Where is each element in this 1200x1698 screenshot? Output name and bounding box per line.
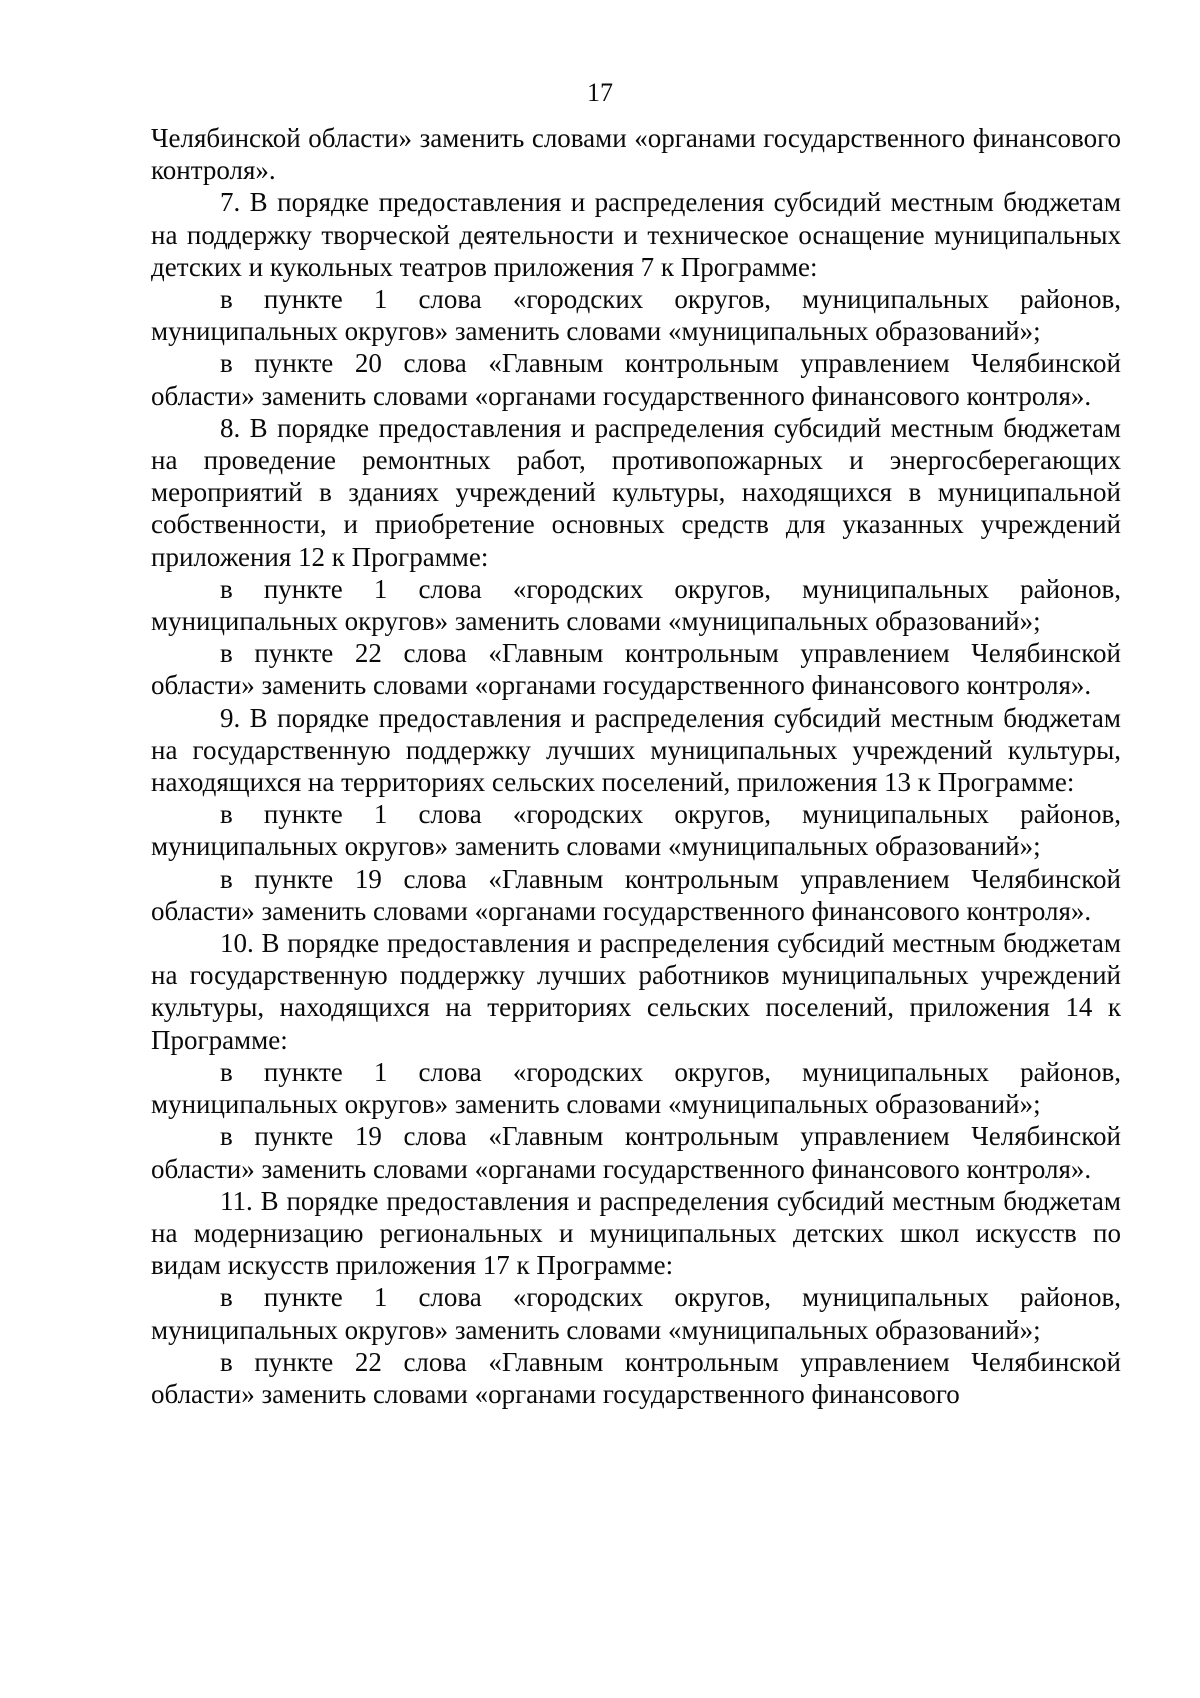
paragraph: в пункте 1 слова «городских округов, муниципальных районов, муниципальных округов» заменить словами «муниципальных образований»;	[151, 1282, 1121, 1345]
paragraph: в пункте 1 слова «городских округов, муниципальных районов, муниципальных округов» заменить словами «муниципальных образований»;	[151, 1056, 1121, 1120]
page-number: 17	[587, 78, 613, 107]
paragraph: 10. В порядке предоставления и распределения субсидий местным бюджетам на государственную поддержку лучших работников муниципальных учреждений культуры, находящихся на территориях сельских поселений, приложения 14 к Программе:	[151, 928, 1121, 1055]
paragraph: 8. В порядке предоставления и распределения субсидий местным бюджетам на проведение ремонтных работ, противопожарных и энергосберегающих мероприятий в зданиях учреждений культуры, находящихся в муниципальной собственности, и приобретение основных средств для указанных учреждений приложения 12 к Программе:	[151, 412, 1121, 572]
paragraph: Челябинской области» заменить словами «органами государственного финансового контроля».	[151, 123, 1121, 186]
paragraph: 9. В порядке предоставления и распределения субсидий местным бюджетам на государственную поддержку лучших муниципальных учреждений культуры, находящихся на территориях сельских поселений, приложения 13 к Программе:	[151, 702, 1121, 798]
paragraph: в пункте 20 слова «Главным контрольным управлением Челябинской области» заменить словами «органами государственного финансового контроля».	[151, 348, 1121, 411]
paragraph: 7. В порядке предоставления и распределения субсидий местным бюджетам на поддержку творческой деятельности и техническое оснащение муниципальных детских и кукольных театров приложения 7 к Программе:	[151, 187, 1121, 282]
paragraph: в пункте 19 слова «Главным контрольным управлением Челябинской области» заменить словами «органами государственного финансового контроля».	[151, 1121, 1121, 1184]
paragraph: в пункте 22 слова «Главным контрольным управлением Челябинской области» заменить словами «органами государственного финансового контроля».	[151, 638, 1121, 701]
paragraph: в пункте 19 слова «Главным контрольным управлением Челябинской области» заменить словами «органами государственного финансового контроля».	[151, 863, 1121, 926]
paragraph: 11. В порядке предоставления и распределения субсидий местным бюджетам на модернизацию региональных и муниципальных детских школ искусств по видам искусств приложения 17 к Программе:	[151, 1185, 1121, 1281]
paragraph: в пункте 1 слова «городских округов, муниципальных районов, муниципальных округов» заменить словами «муниципальных образований»;	[151, 799, 1121, 862]
document-body	[151, 122, 1121, 1410]
paragraph: в пункте 1 слова «городских округов, муниципальных районов, муниципальных округов» заменить словами «муниципальных образований»;	[151, 284, 1121, 347]
paragraph: в пункте 22 слова «Главным контрольным управлением Челябинской области» заменить словами «органами государственного финансового	[151, 1346, 1121, 1409]
paragraph: в пункте 1 слова «городских округов, муниципальных районов, муниципальных округов» заменить словами «муниципальных образований»;	[151, 573, 1121, 637]
